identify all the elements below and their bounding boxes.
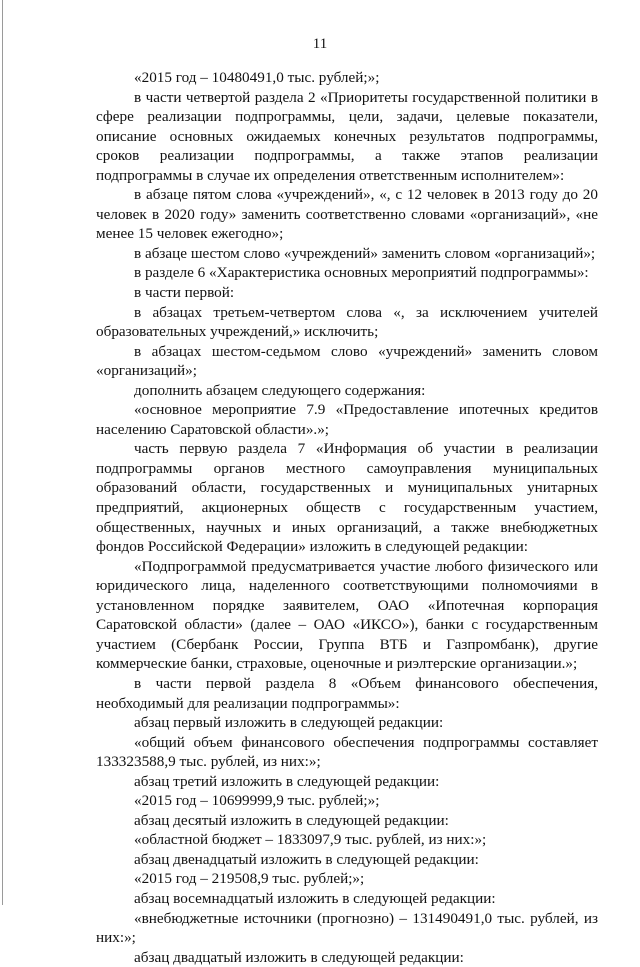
- paragraph: абзац десятый изложить в следующей редакции:: [134, 811, 449, 829]
- paragraph: абзац первый изложить в следующей редакции:: [134, 714, 444, 732]
- paragraph: «2015 год – 10480491,0 тыс. рублей;»;: [134, 69, 380, 86]
- paragraph: абзац двенадцатый изложить в следующей редакции:: [134, 850, 479, 868]
- paragraph: в абзаце шестом слово «учреждений» заменить словом «организаций»;: [134, 244, 596, 262]
- paragraph: «2015 год – 219508,9 тыс. рублей;»;: [134, 870, 365, 888]
- paragraph: «основное мероприятие 7.9 «Предоставление ипотечных кредитов населению Саратовской области».»;: [96, 401, 598, 438]
- paragraph: «областной бюджет – 1833097,9 тыс. рублей, из них:»;: [134, 831, 487, 849]
- scan-edge-line: [2, 0, 3, 905]
- page-number: 11: [312, 36, 328, 52]
- paragraph: «Подпрограммой предусматривается участие любого физического или юридического лица, наделенного соответствующими полномочиями в установленном порядке заявителем, ОАО «Ипотечная корпорация Саратовской области» (далее – ОАО «ИКСО»), банки с государственным участием (Сбербанк России, Группа ВТБ и Газпромбанк), другие коммерческие банки, страховые, оценочные и риэлтерские организации.»;: [96, 557, 598, 673]
- paragraph: абзац двадцатый изложить в следующей редакции:: [134, 948, 464, 966]
- paragraph: в части первой:: [134, 284, 235, 302]
- paragraph: в части первой раздела 8 «Объем финансового обеспечения, необходимый для реализации подпрограммы»:: [96, 674, 598, 712]
- paragraph: в абзацах шестом-седьмом слово «учреждений» заменить словом «организаций»;: [96, 342, 598, 380]
- paragraph: абзац третий изложить в следующей редакции:: [134, 772, 440, 790]
- paragraph: в абзацах третьем-четвертом слова «, за исключением учителей образовательных учреждений,» исключить;: [96, 303, 598, 341]
- paragraph: «общий объем финансового обеспечения подпрограммы составляет 133323588,9 тыс. рублей, из них:»;: [96, 733, 598, 771]
- paragraph: абзац восемнадцатый изложить в следующей редакции:: [134, 889, 496, 907]
- document-body: [96, 68, 598, 967]
- paragraph: в части четвертой раздела 2 «Приоритеты государственной политики в сфере реализации подпрограммы, цели, задачи, целевые показатели, описание основных ожидаемых конечных результатов подпрограммы, сроков реализации подпрограммы, а также этапов реализации подпрограммы в случае их определения ответственным исполнителем»:: [96, 88, 598, 184]
- paragraph: «внебюджетные источники (прогнозно) – 131490491,0 тыс. рублей, из них:»;: [96, 909, 598, 947]
- paragraph: в разделе 6 «Характеристика основных мероприятий подпрограммы»:: [134, 264, 589, 282]
- paragraph: «2015 год – 10699999,9 тыс. рублей;»;: [134, 792, 380, 810]
- paragraph: дополнить абзацем следующего содержания:: [134, 381, 426, 399]
- paragraph: в абзаце пятом слова «учреждений», «, с 12 человек в 2013 году до 20 человек в 2020 году» заменить соответственно словами «организаций», «не менее 15 человек ежегодно»;: [96, 186, 598, 243]
- paragraph: часть первую раздела 7 «Информация об участии в реализации подпрограммы органов местного самоуправления муниципальных образований области, государственных и муниципальных унитарных предприятий, акционерных обществ с государственным участием, общественных, научных и иных организаций, а также внебюджетных фондов Российской Федерации» изложить в следующей редакции:: [96, 440, 598, 556]
